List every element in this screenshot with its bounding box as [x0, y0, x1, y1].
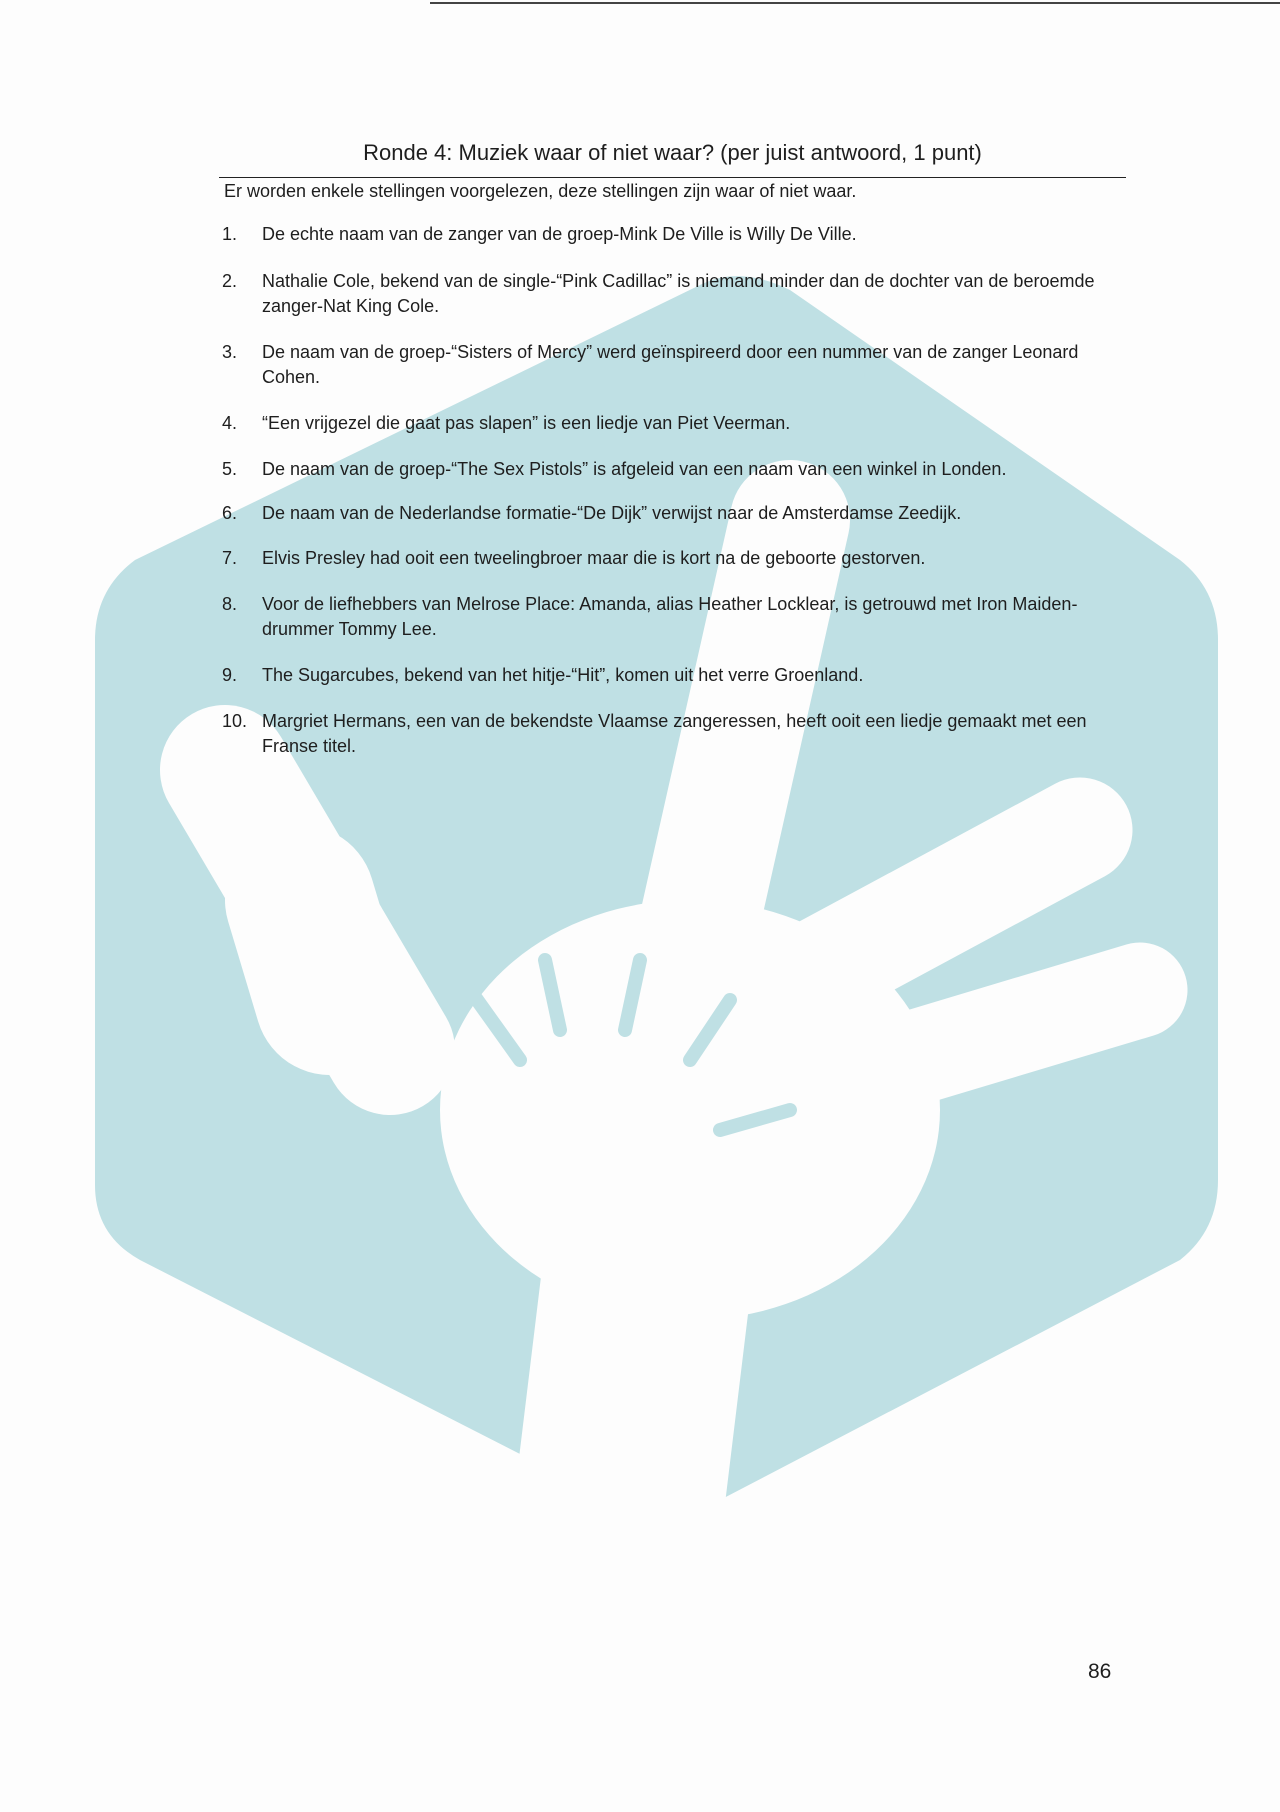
list-item: [222, 592, 1122, 642]
item-number: 3.: [222, 342, 238, 362]
list-item: [222, 663, 1122, 688]
item-number: 2.: [222, 271, 238, 291]
list-item: [222, 222, 1122, 247]
item-text: The Sugarcubes, bekend van het hitje-“Hit”, komen uit het verre Groenland.: [262, 665, 864, 685]
item-text: Margriet Hermans, een van de bekendste Vlaamse zangeressen, heeft ooit een liedje gemaakt met een Franse titel.: [262, 711, 1087, 756]
item-number: 5.: [222, 459, 238, 479]
list-item: [222, 340, 1122, 390]
list-item: [222, 546, 1122, 571]
item-text: De naam van de groep-“Sisters of Mercy” werd geïnspireerd door een nummer van de zanger Leonard Cohen.: [262, 342, 1079, 387]
item-number: 7.: [222, 548, 238, 568]
item-number: 9.: [222, 665, 238, 685]
item-number: 10.: [222, 711, 248, 731]
item-number: 6.: [222, 503, 238, 523]
title-underline: [219, 177, 1126, 178]
item-number: 8.: [222, 594, 238, 614]
page-number: 86: [1088, 1660, 1112, 1683]
item-text: De echte naam van de zanger van de groep-Mink De Ville is Willy De Ville.: [262, 224, 857, 244]
item-text: De naam van de groep-“The Sex Pistols” is afgeleid van een naam van een winkel in Londen.: [262, 459, 1007, 479]
item-number: 1.: [222, 224, 238, 244]
list-item: [222, 709, 1122, 759]
list-item: [222, 457, 1122, 482]
item-text: De naam van de Nederlandse formatie-“De Dijk” verwijst naar de Amsterdamse Zeedijk.: [262, 503, 962, 523]
intro-text: Er worden enkele stellingen voorgelezen, deze stellingen zijn waar of niet waar.: [224, 181, 857, 201]
item-text: Nathalie Cole, bekend van de single-“Pink Cadillac” is niemand minder dan de dochter van de beroemde zanger-Nat King Cole.: [262, 271, 1095, 316]
item-number: 4.: [222, 413, 238, 433]
palm-shape: [440, 900, 940, 1320]
item-text: Elvis Presley had ooit een tweelingbroer maar die is kort na de geboorte gestorven.: [262, 548, 926, 568]
list-item: [222, 269, 1122, 319]
item-text: “Een vrijgezel die gaat pas slapen” is een liedje van Piet Veerman.: [262, 413, 791, 433]
list-item: [222, 411, 1122, 436]
item-text: Voor de liefhebbers van Melrose Place: Amanda, alias Heather Locklear, is getrouwd met Iron Maiden-drummer Tommy Lee.: [262, 594, 1078, 639]
list-item: [222, 501, 1122, 526]
page-title: Ronde 4: Muziek waar of niet waar? (per juist antwoord, 1 punt): [363, 140, 982, 165]
